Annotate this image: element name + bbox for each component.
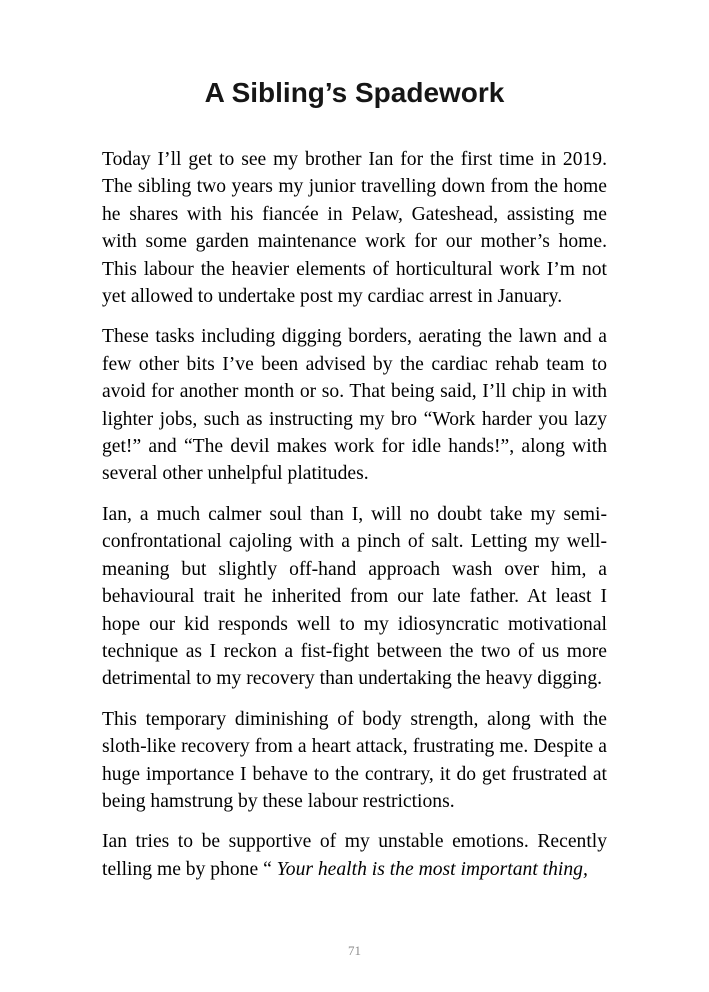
page-number: 71 bbox=[348, 943, 361, 958]
paragraph: Ian, a much calmer soul than I, will no doubt take my semi-confrontational cajoling with a pinch of salt. Letting my well-meaning but slightly off-hand approach wash over him, a behavioural trait he inherited from our late father. At least I hope our kid responds well to my idiosyncratic motivational technique as I reckon a fist-fight between the two of us more detrimental to my recovery than undertaking the heavy digging. bbox=[102, 503, 607, 690]
page-title: A Sibling’s Spadework bbox=[204, 77, 505, 108]
paragraph: This temporary diminishing of body strength, along with the sloth-like recovery from a heart attack, frustrating me. Despite a huge importance I behave to the contrary, it do get frustrated at being hamstrung by these labour restrictions. bbox=[102, 708, 607, 812]
paragraph-regular-text: Ian tries to be supportive of my unstable emotions. Recently telling me by phone “ bbox=[102, 831, 607, 880]
paragraph: These tasks including digging borders, aerating the lawn and a few other bits I’ve been advised by the cardiac rehab team to avoid for another month or so. That being said, I’ll chip in with lighter jobs, such as instructing my bro “Work harder you lazy get!” and “The devil makes work for idle hands!”, along with several other unhelpful platitudes. bbox=[102, 326, 607, 485]
paragraph-italic-quote: Your health is the most important thing, bbox=[276, 858, 588, 880]
page-content bbox=[102, 0, 607, 883]
body-text bbox=[102, 146, 607, 883]
paragraph bbox=[102, 828, 607, 883]
paragraph: Today I’ll get to see my brother Ian for the first time in 2019. The sibling two years my junior travelling down from the home he shares with his fiancée in Pelaw, Gateshead, assisting me with some garden maintenance work for our mother’s home. This labour the heavier elements of horticultural work I’m not yet allowed to undertake post my cardiac arrest in January. bbox=[102, 149, 607, 308]
